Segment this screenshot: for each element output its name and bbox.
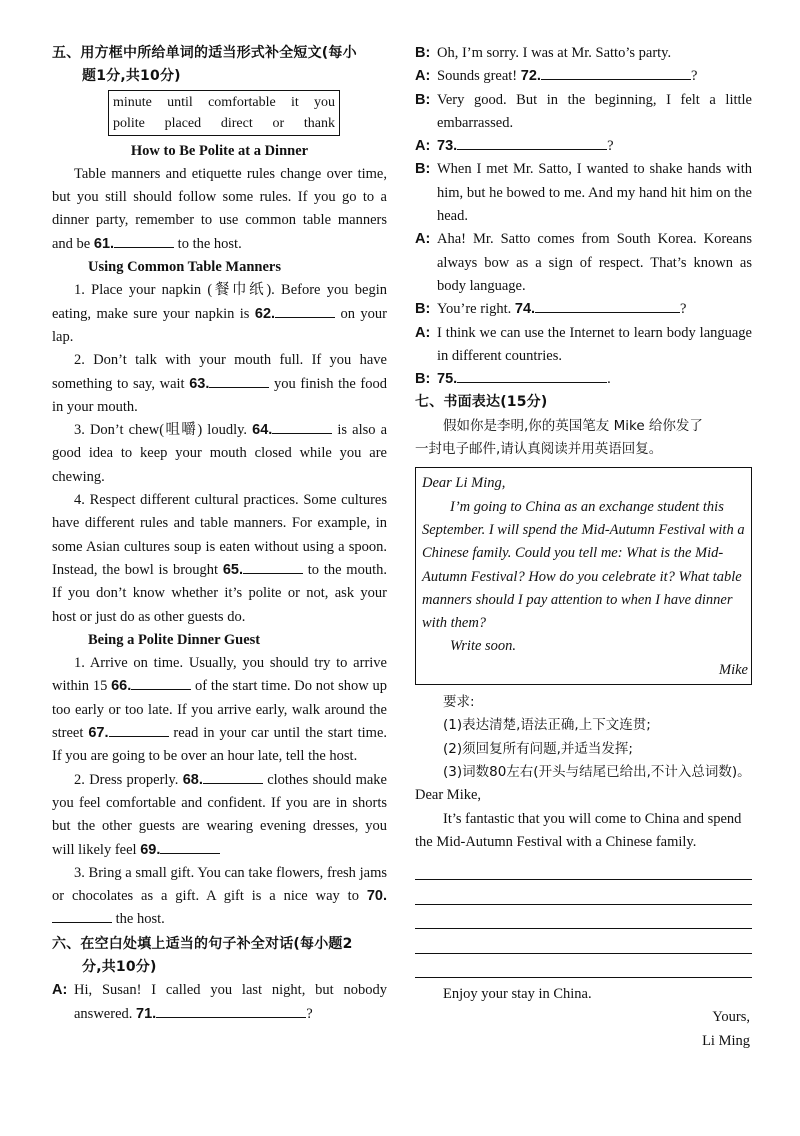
closing-yours: Yours,	[712, 1009, 750, 1026]
dialog-line-b5	[415, 368, 752, 391]
section-6-title-line2: 分,共10分)	[82, 958, 157, 975]
question-mark: ?	[306, 1005, 313, 1022]
blank-72[interactable]	[541, 65, 691, 80]
text: Hi, Susan! I called you last night, but nobody answered.	[74, 982, 387, 1022]
dialog-text: I think we can use the Internet to learn body language in different countries.	[437, 324, 752, 364]
guest-point-1	[52, 652, 387, 768]
writing-line[interactable]	[415, 929, 752, 953]
section-7-title: 七、书面表达(15分)	[415, 394, 548, 411]
dialog-line-b2	[415, 89, 752, 136]
dialog-line-a1	[52, 979, 387, 1026]
blank-74[interactable]	[535, 298, 680, 313]
blank-62[interactable]	[275, 303, 335, 318]
email-body: I’m going to China as an exchange student this September. I will spend the Mid-Autumn Festival with a Chinese family. Could you tell me: What is the Mid-Autumn Festival? How do you celebrate it? What table manners should I pay attention to when I have dinner with them?	[422, 498, 745, 632]
text: read in your car until the start time. If you are going to be over an hour late, tell the host.	[52, 725, 388, 765]
text: Table manners and etiquette rules change over time, but you still should follow some rules. If you go to a dinner party, remember to use common table manners and be	[52, 165, 387, 252]
email-signature: Mike	[719, 661, 748, 678]
text: 4. Respect different cultural practices. Some cultures have different rules and table manners. For example, in some Asian cultures soup is eaten without using a spoon. Instead, the bowl is brought	[52, 492, 387, 578]
writing-line[interactable]	[415, 856, 752, 880]
period: .	[607, 371, 611, 388]
dialog-line-b4	[415, 298, 752, 321]
section-5-title-line2: 题1分,共10分)	[82, 68, 181, 85]
blank-number-66: 66.	[111, 678, 132, 695]
blank-number-73: 73.	[437, 138, 458, 155]
blank-65[interactable]	[243, 559, 303, 574]
speaker-a: A:	[415, 138, 431, 155]
requirement-1: (1)表达清楚,语法正确,上下文连贯;	[443, 717, 651, 734]
text: is also a good idea to keep your mouth closed while you are chewing.	[52, 422, 388, 485]
word-box	[108, 90, 340, 136]
word: direct	[220, 115, 253, 131]
blank-75[interactable]	[457, 368, 607, 383]
passage-point-1	[52, 279, 387, 349]
dialog-text	[437, 368, 752, 391]
blank-number-65: 65.	[222, 561, 243, 578]
blank-66[interactable]	[131, 675, 191, 690]
writing-line[interactable]	[415, 880, 752, 904]
dialog-text	[437, 65, 752, 88]
subheading-polite-guest: Being a Polite Dinner Guest	[88, 631, 261, 648]
word-row-1	[113, 92, 335, 113]
text: 1. Arrive on time. Usually, you should try to arrive within 15	[52, 655, 387, 695]
dialog-line-a3	[415, 135, 752, 158]
email-greeting: Dear Li Ming,	[422, 475, 506, 492]
text: to the host.	[174, 235, 242, 252]
word: minute	[113, 94, 152, 110]
word-row-2	[113, 113, 335, 134]
dialog-line-b1	[415, 42, 752, 65]
blank-64[interactable]	[272, 419, 332, 434]
email-box	[415, 467, 752, 685]
text: 3. Don’t chew(咀嚼) loudly.	[74, 422, 253, 439]
blank-number-70: 70.	[366, 888, 387, 905]
writing-line[interactable]	[415, 954, 752, 978]
left-column	[52, 42, 387, 1026]
dialog-text: When I met Mr. Satto, I wanted to shake hands with him, but he bowed to me. And my hand hit him on the head.	[437, 161, 752, 225]
speaker-b: B:	[415, 91, 431, 108]
dialog-line-a2	[415, 65, 752, 88]
speaker-a: A:	[415, 68, 431, 85]
writing-prompt-line1: 假如你是李明,你的英国笔友 Mike 给你发了	[443, 417, 703, 434]
speaker-b: B:	[415, 45, 431, 61]
dialog-text	[437, 298, 752, 321]
text: on your lap.	[52, 305, 387, 345]
passage-point-3	[52, 419, 387, 489]
dialog-text: Very good. But in the beginning, I felt a little embarrassed.	[437, 91, 752, 131]
blank-73[interactable]	[457, 135, 607, 150]
word: you	[313, 94, 335, 110]
blank-number-63: 63.	[189, 375, 210, 392]
guest-point-3	[52, 862, 387, 932]
passage-point-2	[52, 349, 387, 419]
blank-number-62: 62.	[254, 305, 276, 322]
text: 2. Don’t talk with your mouth full. If you have something to say, wait	[52, 352, 387, 392]
word: polite	[113, 115, 145, 131]
blank-67[interactable]	[109, 722, 169, 737]
question-mark: ?	[690, 68, 698, 85]
dialog-text	[74, 979, 387, 1026]
word: until	[167, 94, 193, 110]
section-6-title-line1: 六、在空白处填上适当的句子补全对话(每小题2	[52, 935, 353, 952]
text: to the mouth. If you don’t know whether it’s polite or not, ask your host or just do as other guests do.	[52, 561, 387, 625]
blank-number-61: 61.	[93, 235, 115, 252]
text: the host.	[112, 911, 165, 928]
blank-number-68: 68.	[182, 771, 203, 788]
text: 3. Bring a small gift. You can take flowers, fresh jams or chocolates as a gift. A gift is a nice way to	[52, 864, 387, 905]
email-close: Write soon.	[450, 638, 517, 655]
text: clothes should make you feel comfortable and confident. If you are in shorts but the other guests are wearing evening dresses, you will likely feel	[52, 771, 387, 858]
blank-63[interactable]	[209, 373, 269, 388]
blank-number-74: 74.	[514, 301, 536, 318]
writing-prompt-line2: 一封电子邮件,请认真阅读并用英语回复。	[415, 441, 663, 458]
word: thank	[303, 115, 335, 131]
blank-70[interactable]	[52, 908, 112, 923]
blank-68[interactable]	[203, 769, 263, 784]
passage-heading: How to Be Polite at a Dinner	[130, 142, 309, 159]
section-5-title-line1: 五、用方框中所给单词的适当形式补全短文(每小	[52, 45, 357, 61]
requirement-3: (3)词数80左右(开头与结尾已给出,不计入总词数)。	[443, 763, 751, 780]
reply-opening: It’s fantastic that you will come to China and spend the Mid-Autumn Festival with a Chinese family.	[415, 810, 742, 850]
text: 2. Dress properly.	[74, 771, 183, 788]
text: You’re right.	[437, 301, 515, 318]
requirement-2: (2)须回复所有问题,并适当发挥;	[443, 740, 633, 757]
dialog-text	[437, 135, 752, 158]
speaker-b: B:	[415, 161, 431, 178]
blank-number-69: 69.	[140, 841, 161, 858]
question-mark: ?	[607, 138, 614, 155]
word: it	[290, 94, 299, 110]
reply-ending: Enjoy your stay in China.	[443, 986, 592, 1003]
dialog-line-a4	[415, 228, 752, 298]
text: 1. Place your napkin (餐巾纸). Before you begin eating, make sure your napkin is	[52, 282, 387, 322]
word: comfortable	[208, 94, 276, 110]
closing-name: Li Ming	[702, 1032, 750, 1049]
right-column	[415, 42, 752, 1053]
speaker-b: B:	[415, 301, 431, 318]
speaker-b: B:	[415, 371, 431, 388]
blank-number-71: 71.	[136, 1005, 157, 1022]
blank-number-67: 67.	[88, 725, 109, 742]
speaker-a: A:	[415, 324, 431, 341]
reply-greeting: Dear Mike,	[415, 787, 482, 804]
requirements-title: 要求:	[443, 694, 475, 711]
word: or	[272, 115, 285, 131]
text: you finish the food in your mouth.	[52, 375, 388, 415]
dialog-text: Aha! Mr. Satto comes from South Korea. Koreans always bow as a sign of respect. That’s known as body language.	[437, 231, 752, 294]
blank-71[interactable]	[156, 1003, 306, 1018]
passage-intro	[52, 163, 387, 256]
question-mark: ?	[680, 301, 687, 318]
blank-61[interactable]	[114, 233, 174, 248]
guest-point-2	[52, 769, 387, 862]
text: Sounds great!	[437, 68, 521, 85]
passage-point-4	[52, 489, 387, 629]
blank-number-64: 64.	[252, 422, 273, 439]
dialog-line-a5	[415, 322, 752, 369]
dialog-text: Oh, I’m sorry. I was at Mr. Satto’s party.	[437, 45, 672, 61]
subheading-common-manners: Using Common Table Manners	[88, 259, 281, 276]
word: placed	[164, 115, 202, 131]
dialog-line-b3	[415, 158, 752, 228]
speaker-a: A:	[52, 982, 68, 999]
writing-area[interactable]	[415, 856, 752, 978]
blank-69[interactable]	[160, 839, 220, 854]
speaker-a: A:	[415, 231, 431, 248]
writing-line[interactable]	[415, 905, 752, 929]
blank-number-72: 72.	[520, 68, 541, 85]
text: of the start time. Do not show up too early or too late. If you arrive early, walk around the street	[52, 678, 387, 742]
blank-number-75: 75.	[437, 371, 458, 388]
